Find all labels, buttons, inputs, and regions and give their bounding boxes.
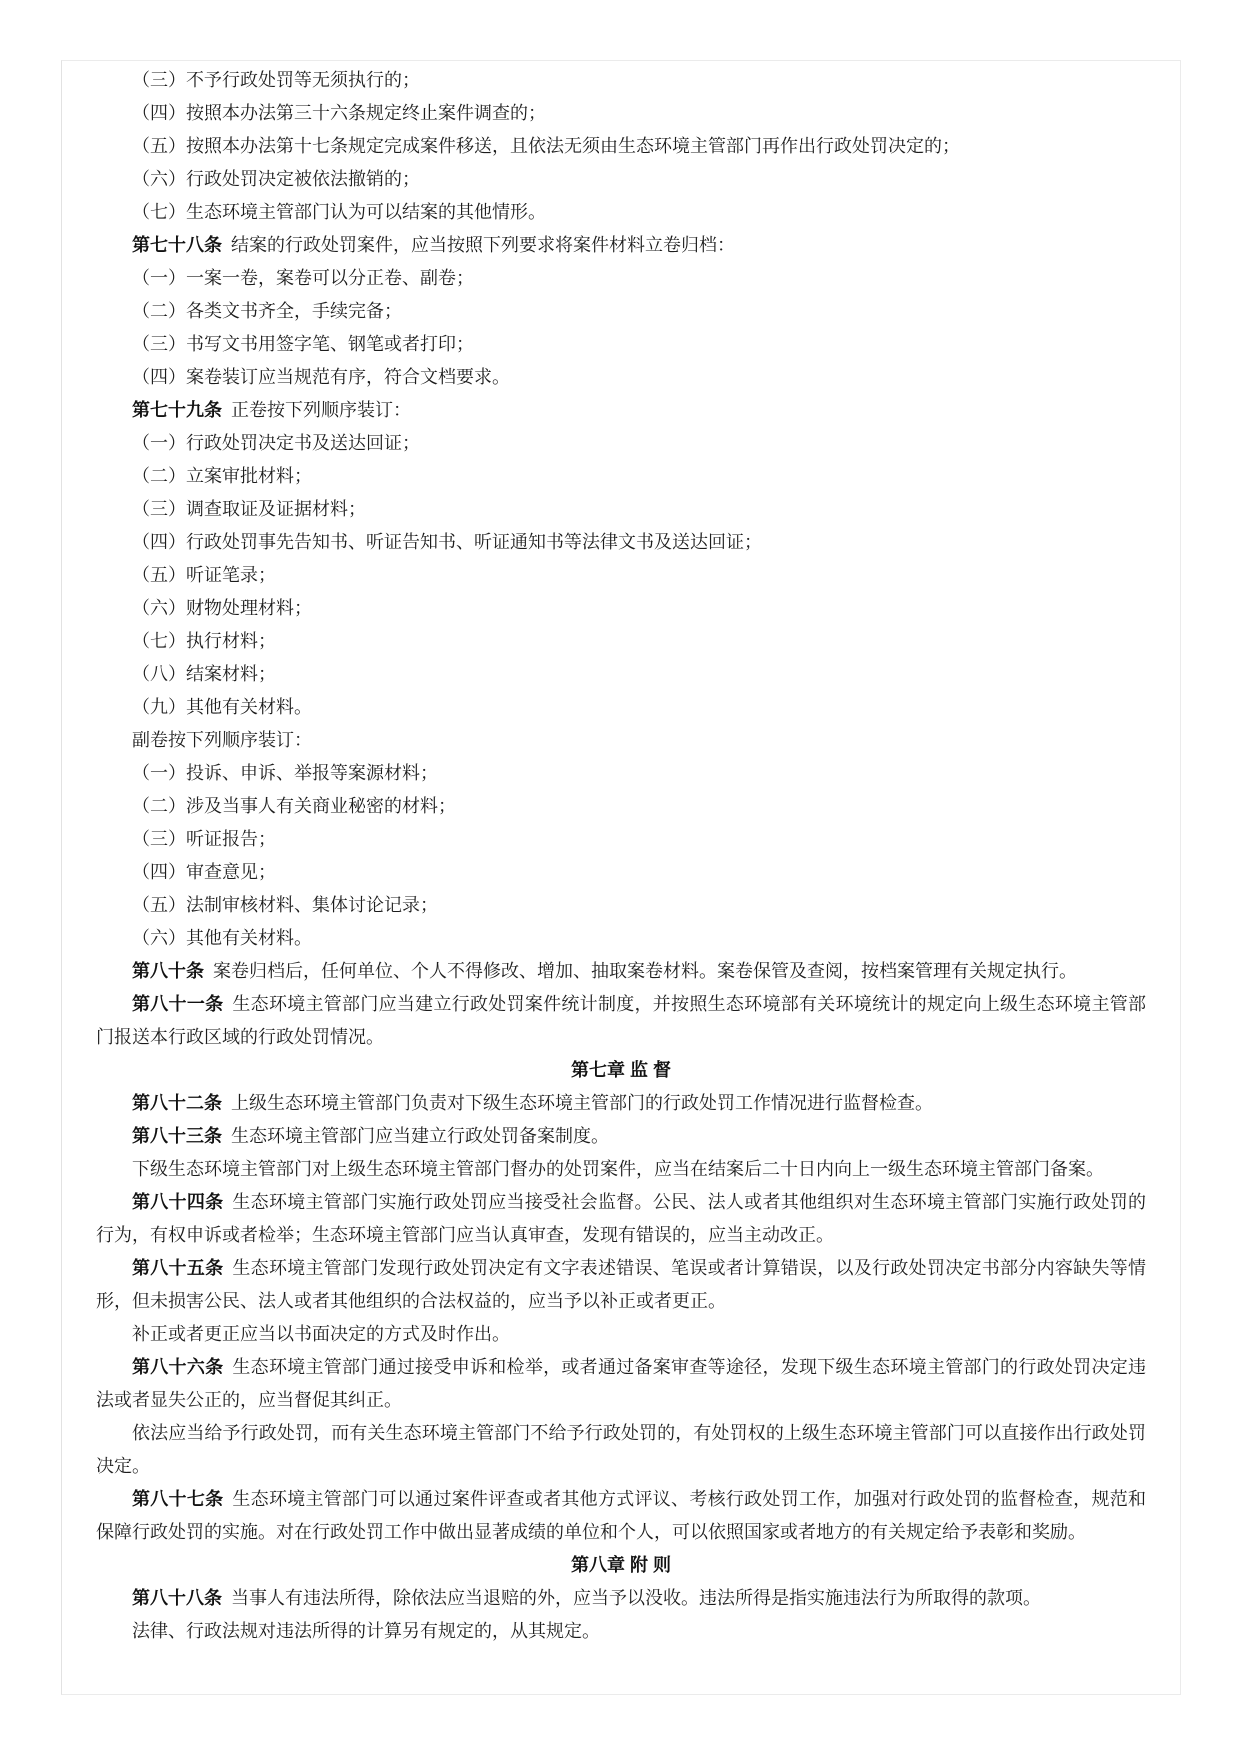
paragraph: 副卷按下列顺序装订： — [132, 730, 312, 750]
article-number: 第八十六条 — [132, 1357, 224, 1377]
article-paragraph: 第八十六条 生态环境主管部门通过接受申诉和检举，或者通过备案审查等途径，发现下级生态环境主管部门的行政处罚决定违法或者显失公正的，应当督促其纠正。 — [96, 1357, 1146, 1410]
article-paragraph: 第八十二条 上级生态环境主管部门负责对下级生态环境主管部门的行政处罚工作情况进行监督检查。 — [132, 1093, 933, 1113]
article-paragraph: 第八十四条 生态环境主管部门实施行政处罚应当接受社会监督。公民、法人或者其他组织对生态环境主管部门实施行政处罚的行为，有权申诉或者检举；生态环境主管部门应当认真审查，发现有错误的，应当主动改正。 — [96, 1192, 1146, 1245]
paragraph: 法律、行政法规对违法所得的计算另有规定的，从其规定。 — [132, 1621, 600, 1641]
chapter-heading: 第七章 监 督 — [570, 1060, 671, 1080]
list-item: （三）不予行政处罚等无须执行的； — [132, 70, 420, 90]
paragraph: 补正或者更正应当以书面决定的方式及时作出。 — [132, 1324, 510, 1344]
list-item: （七）执行材料； — [132, 631, 276, 651]
list-item: （五）听证笔录； — [132, 565, 276, 585]
list-item: （二）各类文书齐全，手续完备； — [132, 301, 402, 321]
list-item: （四）按照本办法第三十六条规定终止案件调查的； — [132, 103, 546, 123]
list-item: （七）生态环境主管部门认为可以结案的其他情形。 — [132, 202, 546, 222]
document-content — [96, 64, 1146, 1648]
list-item: （四）审查意见； — [132, 862, 276, 882]
paragraph: 依法应当给予行政处罚，而有关生态环境主管部门不给予行政处罚的，有处罚权的上级生态环境主管部门可以直接作出行政处罚决定。 — [96, 1423, 1146, 1476]
article-paragraph: 第八十八条 当事人有违法所得，除依法应当退赔的外，应当予以没收。违法所得是指实施违法行为所取得的款项。 — [132, 1588, 1041, 1608]
article-number: 第八十五条 — [132, 1258, 224, 1278]
article-number: 第七十八条 — [132, 235, 222, 255]
list-item: （三）书写文书用签字笔、钢笔或者打印； — [132, 334, 474, 354]
list-item: （八）结案材料； — [132, 664, 276, 684]
article-paragraph: 第八十条 案卷归档后，任何单位、个人不得修改、增加、抽取案卷材料。案卷保管及查阅，按档案管理有关规定执行。 — [132, 961, 1077, 981]
list-item: （一）一案一卷，案卷可以分正卷、副卷； — [132, 268, 474, 288]
chapter-heading: 第八章 附 则 — [570, 1555, 671, 1575]
article-number: 第八十条 — [132, 961, 204, 981]
article-paragraph: 第八十五条 生态环境主管部门发现行政处罚决定有文字表述错误、笔误或者计算错误，以及行政处罚决定书部分内容缺失等情形，但未损害公民、法人或者其他组织的合法权益的，应当予以补正或者更正。 — [96, 1258, 1146, 1311]
list-item: （一）行政处罚决定书及送达回证； — [132, 433, 420, 453]
list-item: （一）投诉、申诉、举报等案源材料； — [132, 763, 438, 783]
article-number: 第八十三条 — [132, 1126, 222, 1146]
article-number: 第八十四条 — [132, 1192, 224, 1212]
list-item: （三）调查取证及证据材料； — [132, 499, 366, 519]
article-paragraph: 第八十三条 生态环境主管部门应当建立行政处罚备案制度。 — [132, 1126, 609, 1146]
list-item: （三）听证报告； — [132, 829, 276, 849]
list-item: （二）涉及当事人有关商业秘密的材料； — [132, 796, 456, 816]
list-item: （五）按照本办法第十七条规定完成案件移送，且依法无须由生态环境主管部门再作出行政处罚决定的； — [132, 136, 960, 156]
paragraph: 下级生态环境主管部门对上级生态环境主管部门督办的处罚案件，应当在结案后二十日内向上一级生态环境主管部门备案。 — [132, 1159, 1104, 1179]
article-number: 第八十一条 — [132, 994, 224, 1014]
list-item: （九）其他有关材料。 — [132, 697, 312, 717]
document-page — [61, 60, 1181, 1695]
article-paragraph: 第八十一条 生态环境主管部门应当建立行政处罚案件统计制度，并按照生态环境部有关环境统计的规定向上级生态环境主管部门报送本行政区域的行政处罚情况。 — [96, 994, 1146, 1047]
article-paragraph: 第七十九条 正卷按下列顺序装订： — [132, 400, 411, 420]
list-item: （六）行政处罚决定被依法撤销的； — [132, 169, 420, 189]
article-number: 第八十七条 — [132, 1489, 224, 1509]
article-number: 第七十九条 — [132, 400, 222, 420]
article-paragraph: 第八十七条 生态环境主管部门可以通过案件评查或者其他方式评议、考核行政处罚工作，加强对行政处罚的监督检查，规范和保障行政处罚的实施。对在行政处罚工作中做出显著成绩的单位和个人，可以依照国家或者地方的有关规定给予表彰和奖励。 — [96, 1489, 1146, 1542]
list-item: （六）其他有关材料。 — [132, 928, 312, 948]
list-item: （四）案卷装订应当规范有序，符合文档要求。 — [132, 367, 510, 387]
list-item: （六）财物处理材料； — [132, 598, 312, 618]
list-item: （四）行政处罚事先告知书、听证告知书、听证通知书等法律文书及送达回证； — [132, 532, 762, 552]
article-number: 第八十八条 — [132, 1588, 222, 1608]
list-item: （五）法制审核材料、集体讨论记录； — [132, 895, 438, 915]
article-number: 第八十二条 — [132, 1093, 222, 1113]
list-item: （二）立案审批材料； — [132, 466, 312, 486]
article-paragraph: 第七十八条 结案的行政处罚案件，应当按照下列要求将案件材料立卷归档： — [132, 235, 735, 255]
